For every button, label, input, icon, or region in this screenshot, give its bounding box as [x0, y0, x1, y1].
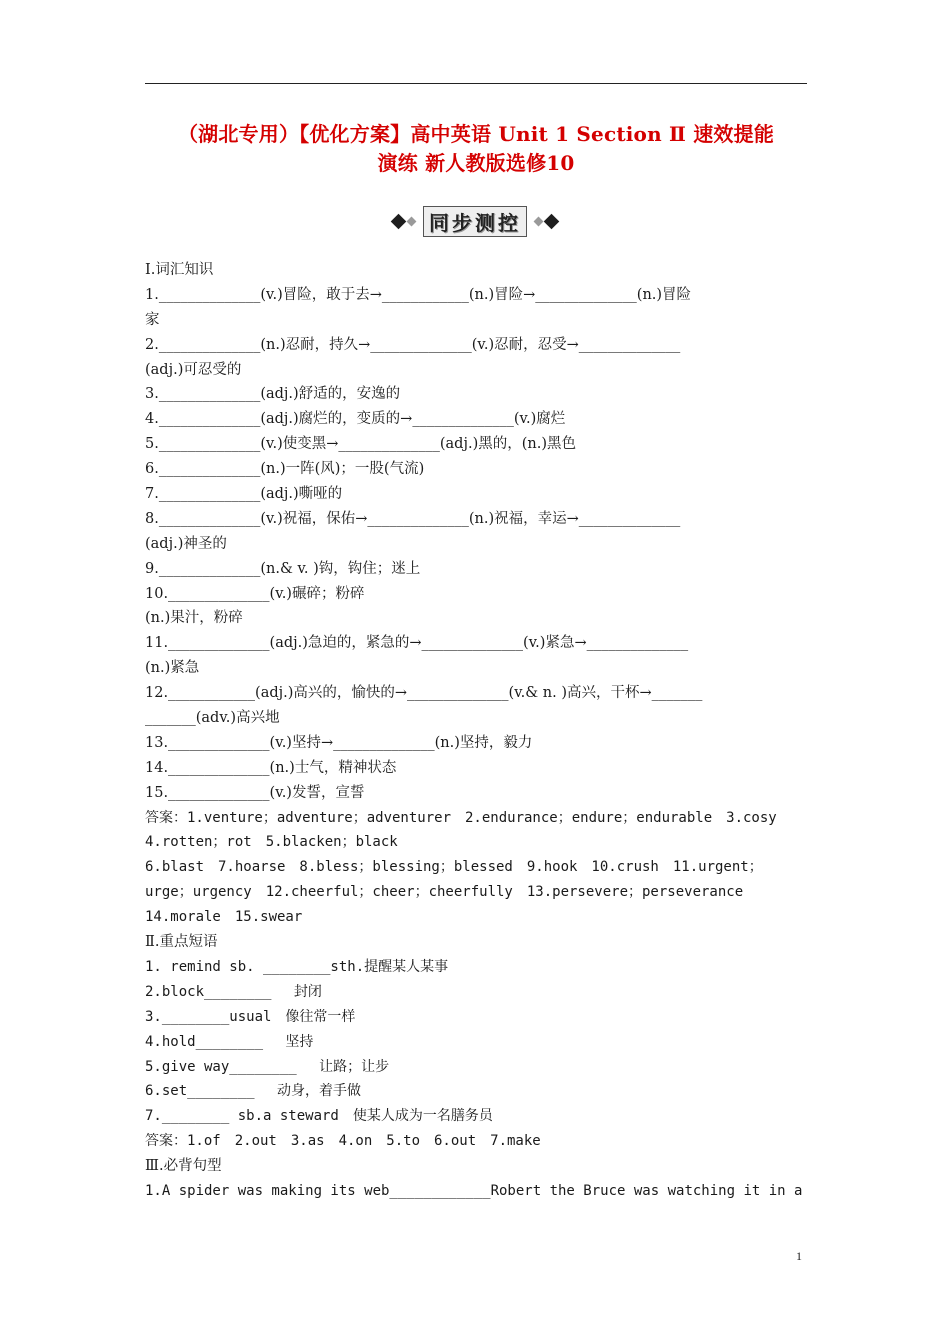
- answer-line: 6.blast 7.hoarse 8.bless；blessing；blessed 9.hook 10.crush 11.urgent；: [145, 859, 763, 876]
- phrase-line: 5.give way________ 让路；让步: [145, 1058, 390, 1075]
- title-line-1: （湖北专用）【优化方案】高中英语 Unit 1 Section Ⅱ 速效提能: [177, 122, 775, 146]
- vocabulary-list: [145, 283, 810, 806]
- diamond-icon: [534, 216, 544, 226]
- answer-line: urge；urgency 12.cheerful；cheer；cheerfully 13.persevere；perseverance: [145, 884, 744, 901]
- vocabulary-answers: [145, 806, 810, 930]
- section-heading-vocabulary: Ⅰ.词汇知识: [145, 262, 214, 278]
- page-number: 1: [796, 1249, 802, 1263]
- exercise-line: 10.______________(v.)碾碎；粉碎: [145, 585, 365, 602]
- exercise-line: 11.______________(adj.)急迫的，紧急的→______________(v.)紧急→______________: [145, 635, 689, 652]
- phrase-line: 1. remind sb. ________sth.提醒某人某事: [145, 958, 449, 975]
- exercise-line: (n.)紧急: [145, 660, 200, 677]
- section-heading-phrases: Ⅱ.重点短语: [145, 934, 218, 951]
- exercise-line: _______(adv.)高兴地: [145, 710, 280, 727]
- phrase-line: 3.________usual 像往常一样: [145, 1008, 356, 1025]
- exercise-line: 7.______________(adj.)嘶哑的: [145, 486, 343, 503]
- exercise-line: 8.______________(v.)祝福，保佑→______________(n.)祝福，幸运→______________: [145, 510, 681, 527]
- phrase-line: 4.hold________ 坚持: [145, 1033, 314, 1050]
- exercise-line: (adj.)可忍受的: [145, 361, 242, 378]
- exercise-line: 13.______________(v.)坚持→______________(n.)坚持，毅力: [145, 734, 533, 751]
- section-banner: [372, 204, 578, 238]
- phrase-line: 2.block________ 封闭: [145, 983, 322, 1000]
- diamond-icon: [391, 213, 407, 229]
- exercise-line: 1.______________(v.)冒险，敢于去→____________(n.)冒险→______________(n.)冒险: [145, 286, 692, 303]
- section-heading-sentences: Ⅲ.必背句型: [145, 1158, 222, 1175]
- sentence-line: 1.A spider was making its web____________Robert the Bruce was watching it in a: [145, 1182, 803, 1199]
- exercise-line: 3.______________(adj.)舒适的，安逸的: [145, 386, 401, 403]
- exercise-line: (n.)果汁，粉碎: [145, 610, 243, 627]
- exercise-line: 14.______________(n.)士气，精神状态: [145, 759, 397, 776]
- diamond-icon: [407, 216, 417, 226]
- document-body: [145, 258, 810, 1204]
- exercise-line: 15.______________(v.)发誓，宣誓: [145, 784, 365, 801]
- title-line-2: 演练 新人教版选修10: [377, 151, 575, 175]
- header-rule: [145, 83, 807, 84]
- exercise-line: 4.______________(adj.)腐烂的，变质的→______________(v.)腐烂: [145, 411, 566, 428]
- answer-line: 答案：1.of 2.out 3.as 4.on 5.to 6.out 7.make: [145, 1133, 541, 1150]
- exercise-line: (adj.)神圣的: [145, 535, 227, 552]
- exercise-line: 2.______________(n.)忍耐，持久→______________(v.)忍耐，忍受→______________: [145, 336, 681, 353]
- banner-label: 同步测控: [423, 206, 527, 237]
- diamond-icon: [544, 213, 560, 229]
- answer-line: 答案：1.venture；adventure；adventurer 2.endurance；endure；endurable 3.cosy: [145, 809, 777, 826]
- phrase-line: 7.________ sb.a steward 使某人成为一名膳务员: [145, 1108, 493, 1125]
- sentence-list: [145, 1179, 810, 1204]
- exercise-line: 9.______________(n.& v. )钩，钩住；迷上: [145, 560, 421, 577]
- phrase-line: 6.set________ 动身，着手做: [145, 1083, 362, 1100]
- document-title: [140, 120, 812, 178]
- exercise-line: 家: [145, 311, 160, 328]
- answer-line: 14.morale 15.swear: [145, 909, 303, 926]
- phrase-list: [145, 955, 810, 1154]
- answer-line: 4.rotten；rot 5.blacken；black: [145, 834, 398, 851]
- exercise-line: 12.____________(adj.)高兴的，愉快的→______________(v.& n. )高兴，干杯→_______: [145, 685, 703, 702]
- exercise-line: 5.______________(v.)使变黑→______________(adj.)黑的，(n.)黑色: [145, 436, 576, 453]
- exercise-line: 6.______________(n.)一阵(风)；一股(气流): [145, 461, 425, 478]
